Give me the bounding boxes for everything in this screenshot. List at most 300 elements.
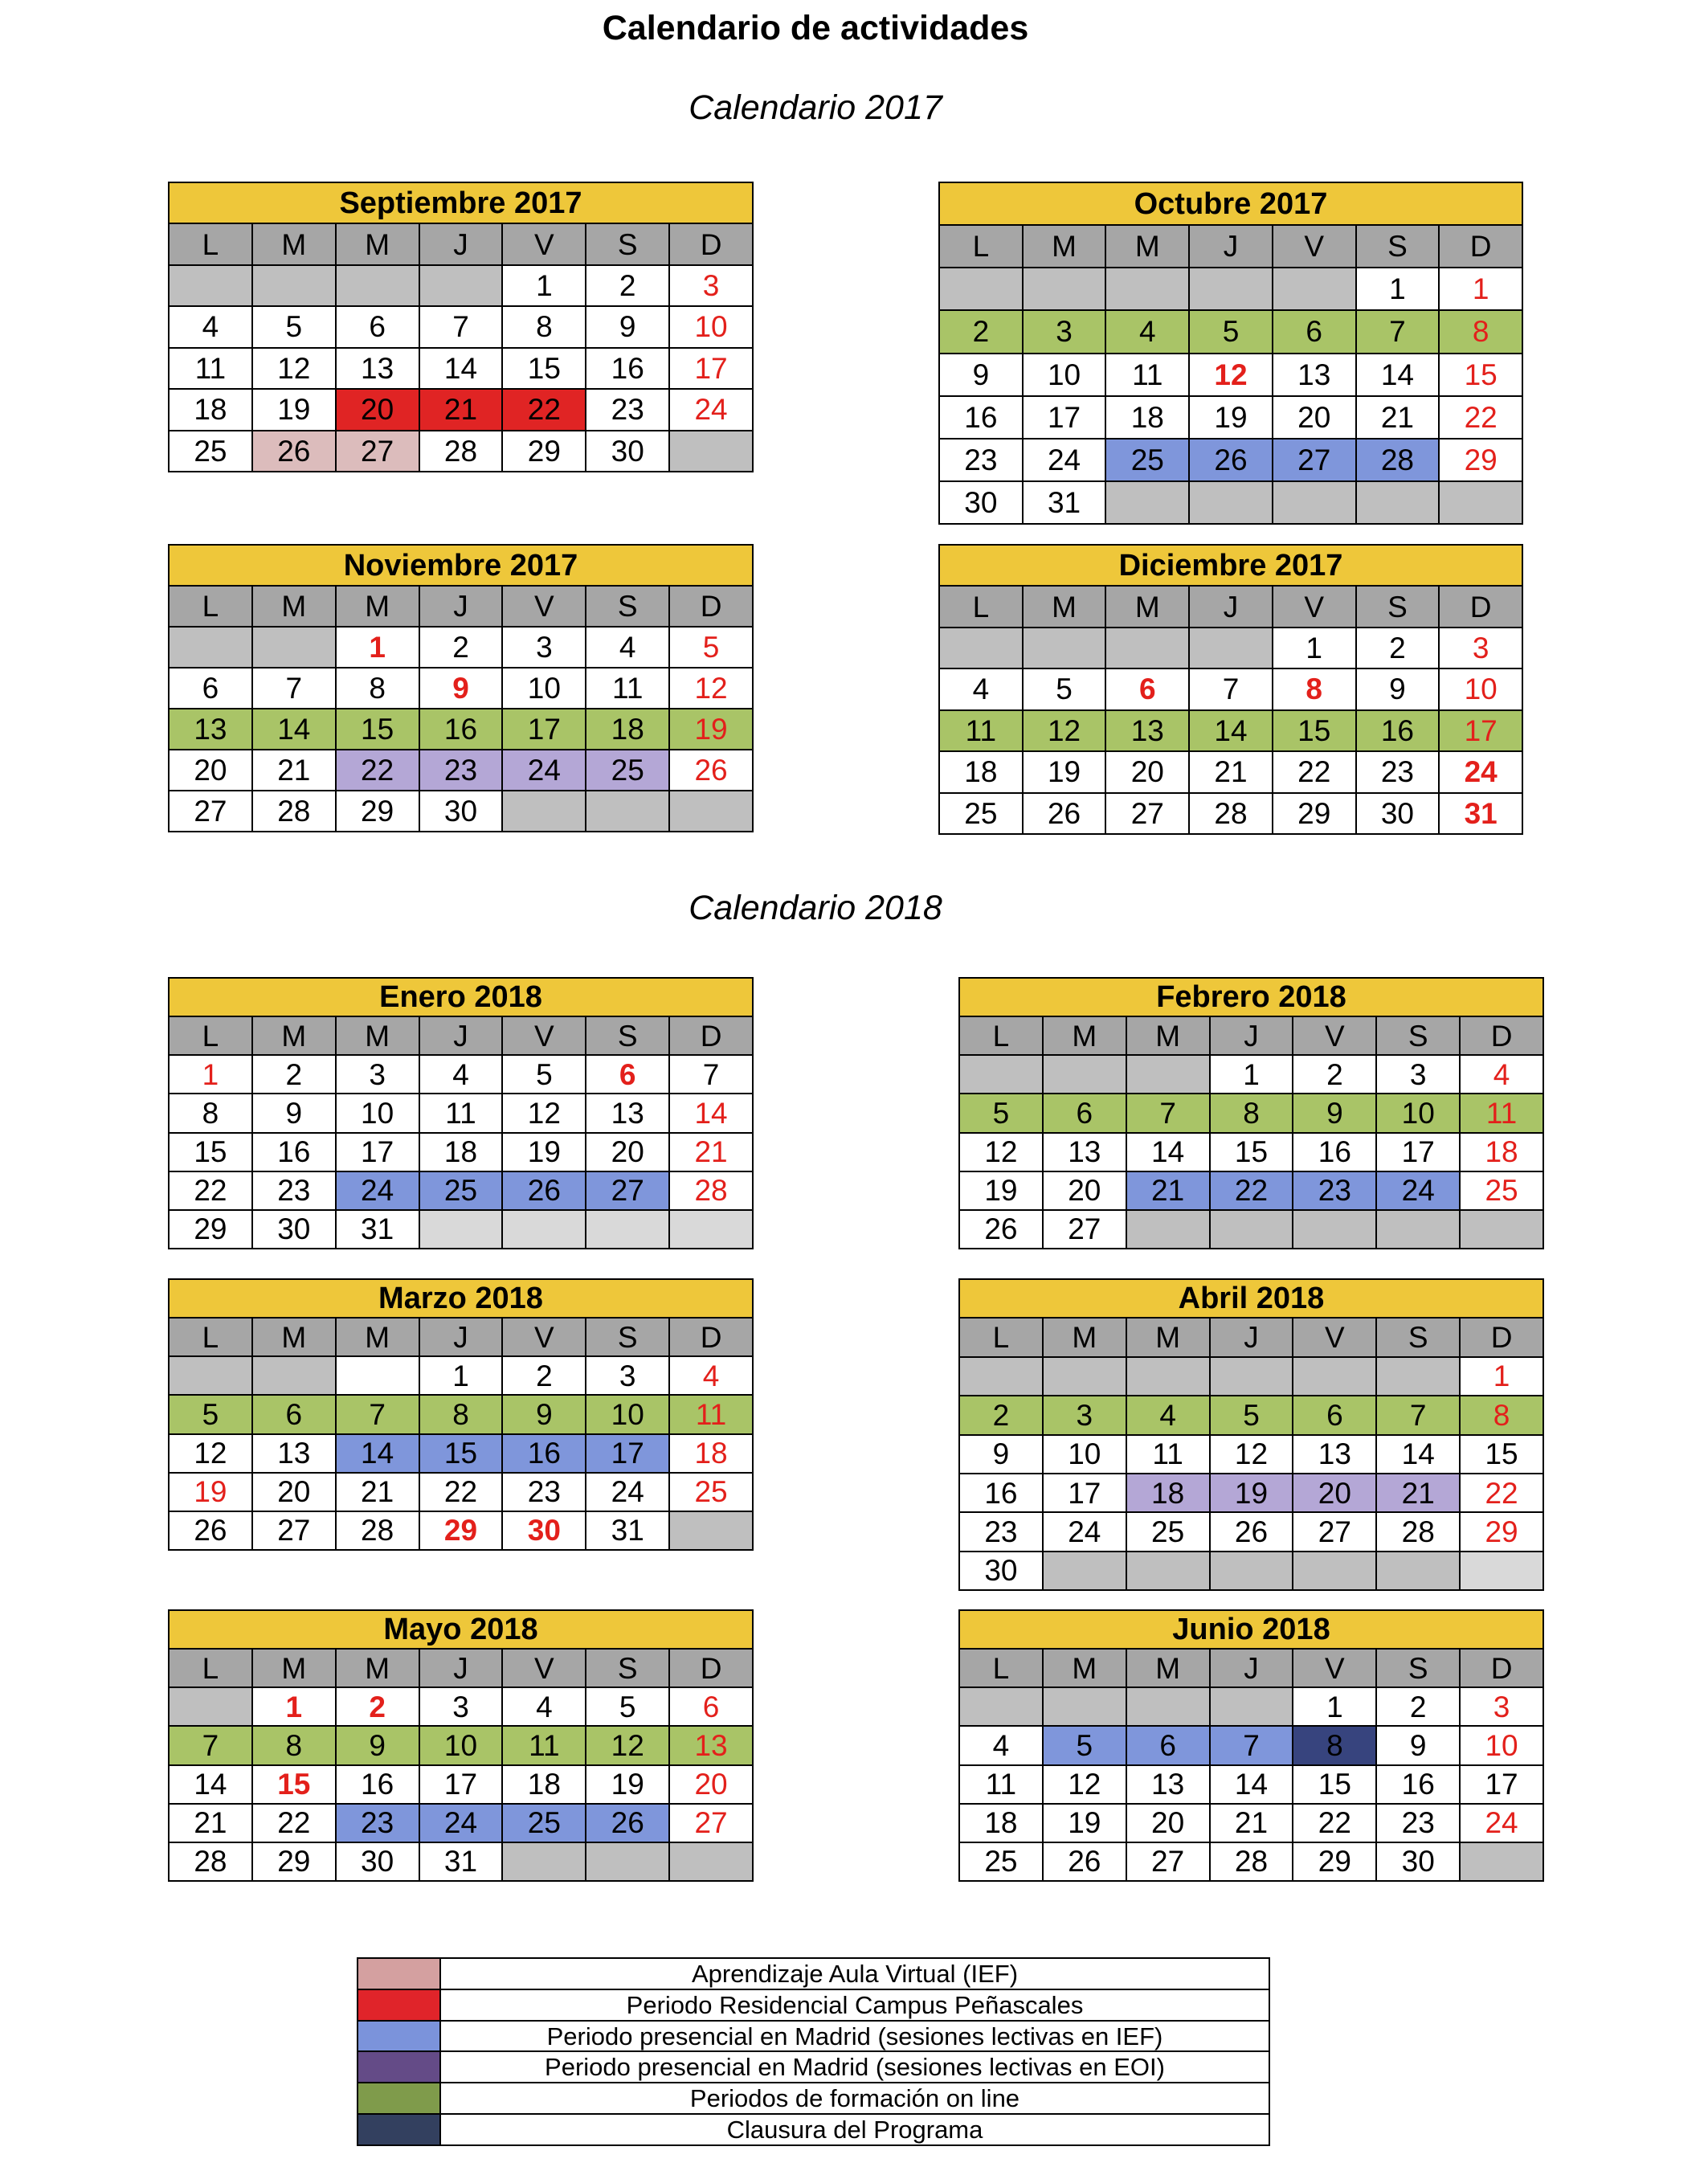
day-cell: 12 bbox=[1044, 1766, 1127, 1805]
day-cell: 2 bbox=[1293, 1056, 1377, 1094]
day-cell: 7 bbox=[670, 1056, 754, 1094]
day-cell: 1 bbox=[1273, 628, 1357, 669]
weekday-label: S bbox=[586, 1017, 670, 1056]
day-cell: 15 bbox=[1273, 711, 1357, 752]
day-cell: 8 bbox=[253, 1727, 337, 1765]
weekday-label: D bbox=[1461, 1650, 1544, 1688]
weekday-label: J bbox=[1211, 1017, 1294, 1056]
weekday-label: S bbox=[1377, 1017, 1461, 1056]
day-cell: 28 bbox=[670, 1172, 754, 1211]
day-cell: 9 bbox=[586, 307, 670, 348]
weekday-label: D bbox=[670, 224, 754, 265]
month-title: Marzo 2018 bbox=[170, 1280, 754, 1319]
day-cell: 31 bbox=[337, 1211, 420, 1249]
empty-day-cell bbox=[1106, 268, 1190, 311]
weekday-label: L bbox=[170, 1319, 253, 1357]
day-cell: 14 bbox=[1211, 1766, 1294, 1805]
day-cell: 29 bbox=[1293, 1843, 1377, 1882]
weekday-label: J bbox=[1190, 226, 1273, 268]
empty-day-cell bbox=[1357, 482, 1440, 525]
calendar-enero-2018 bbox=[168, 977, 754, 1249]
day-cell: 27 bbox=[337, 431, 420, 472]
day-cell: 21 bbox=[1357, 397, 1440, 440]
day-cell: 1 bbox=[420, 1357, 504, 1396]
day-cell: 7 bbox=[1357, 311, 1440, 354]
day-cell: 19 bbox=[960, 1172, 1044, 1211]
day-cell: 16 bbox=[420, 709, 504, 750]
day-cell: 16 bbox=[1357, 711, 1440, 752]
day-cell: 30 bbox=[586, 431, 670, 472]
day-cell: 28 bbox=[170, 1843, 253, 1882]
day-cell: 2 bbox=[960, 1396, 1044, 1435]
day-cell: 11 bbox=[420, 1094, 504, 1133]
day-cell: 3 bbox=[1440, 628, 1523, 669]
legend-swatch-presencial-eoi bbox=[358, 2052, 441, 2083]
day-cell: 2 bbox=[337, 1688, 420, 1727]
day-cell: 30 bbox=[253, 1211, 337, 1249]
day-cell: 3 bbox=[1044, 1396, 1127, 1435]
day-cell: 25 bbox=[670, 1474, 754, 1512]
empty-day-cell bbox=[170, 628, 253, 668]
weekday-label: M bbox=[1127, 1017, 1211, 1056]
day-cell: 6 bbox=[337, 307, 420, 348]
empty-day-cell bbox=[960, 1056, 1044, 1094]
day-cell: 6 bbox=[670, 1688, 754, 1727]
day-cell: 14 bbox=[337, 1435, 420, 1474]
day-cell: 19 bbox=[253, 390, 337, 431]
day-cell: 19 bbox=[1211, 1474, 1294, 1513]
empty-day-cell bbox=[1293, 1552, 1377, 1591]
day-cell: 9 bbox=[940, 354, 1024, 397]
day-cell: 5 bbox=[1211, 1396, 1294, 1435]
day-cell: 24 bbox=[1044, 1513, 1127, 1552]
day-cell: 1 bbox=[1357, 268, 1440, 311]
day-cell: 7 bbox=[420, 307, 504, 348]
day-cell: 23 bbox=[420, 750, 504, 791]
day-cell: 28 bbox=[420, 431, 504, 472]
empty-day-cell bbox=[1377, 1211, 1461, 1249]
day-cell: 14 bbox=[420, 349, 504, 390]
day-cell: 30 bbox=[503, 1512, 586, 1551]
empty-day-cell bbox=[337, 266, 420, 307]
weekday-label: V bbox=[1293, 1650, 1377, 1688]
day-cell: 12 bbox=[670, 668, 754, 709]
day-cell: 28 bbox=[1377, 1513, 1461, 1552]
day-cell: 20 bbox=[253, 1474, 337, 1512]
day-cell: 26 bbox=[1190, 440, 1273, 482]
empty-day-cell bbox=[940, 628, 1024, 669]
empty-day-cell bbox=[670, 1512, 754, 1551]
day-cell: 15 bbox=[420, 1435, 504, 1474]
day-cell: 27 bbox=[1293, 1513, 1377, 1552]
day-cell: 31 bbox=[1024, 482, 1107, 525]
day-cell: 29 bbox=[337, 791, 420, 832]
weekday-label: L bbox=[170, 587, 253, 628]
day-cell: 2 bbox=[1357, 628, 1440, 669]
legend bbox=[357, 1957, 1270, 2146]
day-cell: 24 bbox=[1377, 1172, 1461, 1211]
calendar-diciembre-2017 bbox=[938, 544, 1523, 835]
day-cell: 9 bbox=[253, 1094, 337, 1133]
day-cell: 10 bbox=[1377, 1094, 1461, 1133]
day-cell: 8 bbox=[337, 668, 420, 709]
weekday-label: J bbox=[420, 1017, 504, 1056]
day-cell: 17 bbox=[503, 709, 586, 750]
empty-day-cell bbox=[1461, 1843, 1544, 1882]
day-cell: 24 bbox=[1440, 752, 1523, 793]
weekday-label: V bbox=[1293, 1319, 1377, 1357]
day-cell: 30 bbox=[1357, 794, 1440, 835]
day-cell: 26 bbox=[170, 1512, 253, 1551]
day-cell: 20 bbox=[1293, 1474, 1377, 1513]
day-cell: 20 bbox=[1044, 1172, 1127, 1211]
day-cell: 2 bbox=[940, 311, 1024, 354]
day-cell: 6 bbox=[1273, 311, 1357, 354]
day-cell: 4 bbox=[586, 628, 670, 668]
day-cell: 16 bbox=[1293, 1134, 1377, 1172]
day-cell: 1 bbox=[253, 1688, 337, 1727]
empty-day-cell bbox=[960, 1688, 1044, 1727]
weekday-label: J bbox=[1190, 587, 1273, 628]
empty-day-cell bbox=[1127, 1056, 1211, 1094]
day-cell: 16 bbox=[586, 349, 670, 390]
day-cell: 22 bbox=[1440, 397, 1523, 440]
day-cell: 15 bbox=[1440, 354, 1523, 397]
weekday-label: D bbox=[670, 1017, 754, 1056]
day-cell: 29 bbox=[503, 431, 586, 472]
calendar-marzo-2018 bbox=[168, 1278, 754, 1551]
day-cell: 31 bbox=[1440, 794, 1523, 835]
empty-day-cell bbox=[503, 1211, 586, 1249]
day-cell: 5 bbox=[586, 1688, 670, 1727]
day-cell: 10 bbox=[337, 1094, 420, 1133]
empty-day-cell bbox=[960, 1358, 1044, 1396]
day-cell: 31 bbox=[586, 1512, 670, 1551]
day-cell: 22 bbox=[1211, 1172, 1294, 1211]
day-cell: 28 bbox=[337, 1512, 420, 1551]
weekday-label: L bbox=[940, 587, 1024, 628]
day-cell: 20 bbox=[337, 390, 420, 431]
legend-label-online: Periodos de formación on line bbox=[441, 2083, 1270, 2115]
day-cell: 29 bbox=[1273, 794, 1357, 835]
legend-label-aula-virtual: Aprendizaje Aula Virtual (IEF) bbox=[441, 1959, 1270, 1990]
day-cell: 17 bbox=[670, 349, 754, 390]
weekday-label: J bbox=[420, 1319, 504, 1357]
day-cell: 18 bbox=[586, 709, 670, 750]
calendar-noviembre-2017 bbox=[168, 544, 754, 832]
empty-day-cell bbox=[1377, 1358, 1461, 1396]
weekday-label: J bbox=[1211, 1650, 1294, 1688]
empty-day-cell bbox=[503, 1843, 586, 1882]
empty-day-cell bbox=[420, 1211, 504, 1249]
weekday-label: L bbox=[960, 1319, 1044, 1357]
day-cell: 30 bbox=[420, 791, 504, 832]
day-cell: 7 bbox=[1377, 1396, 1461, 1435]
day-cell: 4 bbox=[1461, 1056, 1544, 1094]
day-cell: 17 bbox=[1377, 1134, 1461, 1172]
weekday-label: J bbox=[1211, 1319, 1294, 1357]
legend-swatch-clausura bbox=[358, 2115, 441, 2146]
day-cell: 25 bbox=[420, 1172, 504, 1211]
day-cell: 3 bbox=[1377, 1056, 1461, 1094]
weekday-label: M bbox=[1106, 587, 1190, 628]
day-cell: 23 bbox=[940, 440, 1024, 482]
day-cell: 10 bbox=[1461, 1727, 1544, 1765]
month-title: Abril 2018 bbox=[960, 1280, 1544, 1319]
day-cell: 12 bbox=[1190, 354, 1273, 397]
empty-day-cell bbox=[1461, 1211, 1544, 1249]
empty-day-cell bbox=[253, 1357, 337, 1396]
day-cell: 16 bbox=[337, 1766, 420, 1805]
day-cell: 14 bbox=[1377, 1436, 1461, 1474]
day-cell: 30 bbox=[940, 482, 1024, 525]
day-cell: 25 bbox=[586, 750, 670, 791]
empty-day-cell bbox=[586, 1843, 670, 1882]
day-cell: 4 bbox=[960, 1727, 1044, 1765]
month-title: Mayo 2018 bbox=[170, 1611, 754, 1650]
day-cell: 1 bbox=[1440, 268, 1523, 311]
day-cell: 15 bbox=[1293, 1766, 1377, 1805]
empty-day-cell bbox=[1190, 268, 1273, 311]
empty-day-cell bbox=[670, 1843, 754, 1882]
weekday-label: L bbox=[170, 1650, 253, 1688]
day-cell: 3 bbox=[1461, 1688, 1544, 1727]
day-cell: 27 bbox=[670, 1805, 754, 1843]
day-cell: 27 bbox=[253, 1512, 337, 1551]
empty-day-cell bbox=[586, 791, 670, 832]
weekday-label: M bbox=[253, 1650, 337, 1688]
section-title-2017: Calendario 2017 bbox=[689, 88, 942, 127]
day-cell: 3 bbox=[670, 266, 754, 307]
day-cell: 10 bbox=[1044, 1436, 1127, 1474]
day-cell: 19 bbox=[670, 709, 754, 750]
day-cell: 7 bbox=[1127, 1094, 1211, 1133]
day-cell: 25 bbox=[170, 431, 253, 472]
empty-day-cell bbox=[1127, 1358, 1211, 1396]
day-cell: 14 bbox=[1190, 711, 1273, 752]
day-cell: 23 bbox=[253, 1172, 337, 1211]
day-cell: 10 bbox=[1024, 354, 1107, 397]
month-title: Enero 2018 bbox=[170, 979, 754, 1017]
empty-day-cell bbox=[1211, 1688, 1294, 1727]
day-cell: 10 bbox=[586, 1396, 670, 1434]
day-cell: 14 bbox=[170, 1766, 253, 1805]
weekday-label: L bbox=[960, 1017, 1044, 1056]
weekday-label: S bbox=[1357, 226, 1440, 268]
day-cell: 29 bbox=[170, 1211, 253, 1249]
day-cell: 16 bbox=[960, 1474, 1044, 1513]
day-cell: 12 bbox=[960, 1134, 1044, 1172]
day-cell: 4 bbox=[940, 669, 1024, 710]
day-cell: 11 bbox=[170, 349, 253, 390]
weekday-label: M bbox=[1044, 1017, 1127, 1056]
month-title: Septiembre 2017 bbox=[170, 183, 754, 224]
day-cell: 19 bbox=[586, 1766, 670, 1805]
weekday-label: M bbox=[337, 1017, 420, 1056]
day-cell: 6 bbox=[1293, 1396, 1377, 1435]
empty-day-cell bbox=[1044, 1056, 1127, 1094]
empty-day-cell bbox=[1127, 1688, 1211, 1727]
day-cell: 9 bbox=[337, 1727, 420, 1765]
weekday-label: M bbox=[253, 1017, 337, 1056]
weekday-label: M bbox=[1106, 226, 1190, 268]
day-cell: 18 bbox=[1127, 1474, 1211, 1513]
empty-day-cell bbox=[1190, 482, 1273, 525]
section-title-2018: Calendario 2018 bbox=[689, 889, 942, 927]
day-cell: 10 bbox=[670, 307, 754, 348]
day-cell: 6 bbox=[1127, 1727, 1211, 1765]
day-cell: 25 bbox=[1127, 1513, 1211, 1552]
day-cell: 22 bbox=[170, 1172, 253, 1211]
empty-day-cell bbox=[253, 266, 337, 307]
day-cell: 5 bbox=[1044, 1727, 1127, 1765]
day-cell: 7 bbox=[1211, 1727, 1294, 1765]
day-cell: 22 bbox=[420, 1474, 504, 1512]
calendar-junio-2018 bbox=[958, 1609, 1544, 1882]
day-cell: 13 bbox=[337, 349, 420, 390]
day-cell: 13 bbox=[1293, 1436, 1377, 1474]
day-cell: 24 bbox=[1461, 1805, 1544, 1843]
empty-day-cell bbox=[170, 1357, 253, 1396]
day-cell: 18 bbox=[420, 1134, 504, 1172]
weekday-label: L bbox=[170, 1017, 253, 1056]
day-cell: 13 bbox=[1127, 1766, 1211, 1805]
day-cell: 13 bbox=[670, 1727, 754, 1765]
day-cell: 17 bbox=[586, 1435, 670, 1474]
day-cell: 13 bbox=[170, 709, 253, 750]
empty-day-cell bbox=[1461, 1552, 1544, 1591]
day-cell: 1 bbox=[503, 266, 586, 307]
day-cell: 3 bbox=[503, 628, 586, 668]
empty-day-cell bbox=[337, 1357, 420, 1396]
day-cell: 12 bbox=[253, 349, 337, 390]
day-cell: 26 bbox=[1211, 1513, 1294, 1552]
day-cell: 19 bbox=[1190, 397, 1273, 440]
day-cell: 27 bbox=[1273, 440, 1357, 482]
empty-day-cell bbox=[170, 266, 253, 307]
day-cell: 23 bbox=[503, 1474, 586, 1512]
weekday-label: S bbox=[586, 1650, 670, 1688]
weekday-label: M bbox=[337, 587, 420, 628]
day-cell: 12 bbox=[1211, 1436, 1294, 1474]
weekday-label: M bbox=[1044, 1650, 1127, 1688]
day-cell: 17 bbox=[337, 1134, 420, 1172]
day-cell: 29 bbox=[1461, 1513, 1544, 1552]
day-cell: 9 bbox=[503, 1396, 586, 1434]
day-cell: 9 bbox=[1377, 1727, 1461, 1765]
weekday-label: V bbox=[1293, 1017, 1377, 1056]
weekday-label: J bbox=[420, 224, 504, 265]
day-cell: 22 bbox=[337, 750, 420, 791]
day-cell: 11 bbox=[960, 1766, 1044, 1805]
day-cell: 9 bbox=[1357, 669, 1440, 710]
day-cell: 18 bbox=[503, 1766, 586, 1805]
day-cell: 18 bbox=[960, 1805, 1044, 1843]
day-cell: 29 bbox=[420, 1512, 504, 1551]
empty-day-cell bbox=[1106, 628, 1190, 669]
weekday-label: S bbox=[1377, 1319, 1461, 1357]
month-title: Febrero 2018 bbox=[960, 979, 1544, 1017]
day-cell: 13 bbox=[1273, 354, 1357, 397]
day-cell: 25 bbox=[1106, 440, 1190, 482]
day-cell: 21 bbox=[1377, 1474, 1461, 1513]
day-cell: 2 bbox=[1377, 1688, 1461, 1727]
day-cell: 20 bbox=[1127, 1805, 1211, 1843]
day-cell: 11 bbox=[670, 1396, 754, 1434]
day-cell: 22 bbox=[1461, 1474, 1544, 1513]
month-title: Diciembre 2017 bbox=[940, 546, 1523, 587]
day-cell: 24 bbox=[1024, 440, 1107, 482]
day-cell: 15 bbox=[503, 349, 586, 390]
day-cell: 26 bbox=[670, 750, 754, 791]
day-cell: 6 bbox=[1106, 669, 1190, 710]
day-cell: 16 bbox=[940, 397, 1024, 440]
day-cell: 8 bbox=[420, 1396, 504, 1434]
day-cell: 10 bbox=[1440, 669, 1523, 710]
weekday-label: L bbox=[940, 226, 1024, 268]
day-cell: 11 bbox=[940, 711, 1024, 752]
empty-day-cell bbox=[1024, 268, 1107, 311]
day-cell: 20 bbox=[1106, 752, 1190, 793]
day-cell: 28 bbox=[1357, 440, 1440, 482]
day-cell: 7 bbox=[1190, 669, 1273, 710]
day-cell: 25 bbox=[940, 794, 1024, 835]
weekday-label: S bbox=[586, 587, 670, 628]
day-cell: 22 bbox=[1273, 752, 1357, 793]
day-cell: 20 bbox=[670, 1766, 754, 1805]
empty-day-cell bbox=[503, 791, 586, 832]
empty-day-cell bbox=[1044, 1688, 1127, 1727]
day-cell: 25 bbox=[503, 1805, 586, 1843]
weekday-label: M bbox=[1024, 587, 1107, 628]
day-cell: 1 bbox=[1461, 1358, 1544, 1396]
day-cell: 12 bbox=[503, 1094, 586, 1133]
legend-swatch-aula-virtual bbox=[358, 1959, 441, 1990]
empty-day-cell bbox=[1190, 628, 1273, 669]
day-cell: 17 bbox=[420, 1766, 504, 1805]
day-cell: 27 bbox=[1127, 1843, 1211, 1882]
day-cell: 11 bbox=[503, 1727, 586, 1765]
day-cell: 19 bbox=[503, 1134, 586, 1172]
day-cell: 17 bbox=[1024, 397, 1107, 440]
day-cell: 24 bbox=[670, 390, 754, 431]
weekday-label: V bbox=[1273, 587, 1357, 628]
day-cell: 9 bbox=[960, 1436, 1044, 1474]
day-cell: 23 bbox=[337, 1805, 420, 1843]
day-cell: 23 bbox=[586, 390, 670, 431]
day-cell: 13 bbox=[253, 1435, 337, 1474]
day-cell: 21 bbox=[670, 1134, 754, 1172]
day-cell: 11 bbox=[1461, 1094, 1544, 1133]
day-cell: 7 bbox=[337, 1396, 420, 1434]
day-cell: 26 bbox=[253, 431, 337, 472]
day-cell: 22 bbox=[253, 1805, 337, 1843]
day-cell: 8 bbox=[1293, 1727, 1377, 1765]
empty-day-cell bbox=[670, 1211, 754, 1249]
empty-day-cell bbox=[1273, 268, 1357, 311]
calendar-mayo-2018 bbox=[168, 1609, 754, 1882]
day-cell: 23 bbox=[960, 1513, 1044, 1552]
day-cell: 18 bbox=[940, 752, 1024, 793]
day-cell: 25 bbox=[1461, 1172, 1544, 1211]
day-cell: 2 bbox=[420, 628, 504, 668]
weekday-label: D bbox=[1461, 1319, 1544, 1357]
day-cell: 20 bbox=[170, 750, 253, 791]
day-cell: 4 bbox=[420, 1056, 504, 1094]
day-cell: 20 bbox=[586, 1134, 670, 1172]
day-cell: 21 bbox=[337, 1474, 420, 1512]
day-cell: 28 bbox=[1190, 794, 1273, 835]
